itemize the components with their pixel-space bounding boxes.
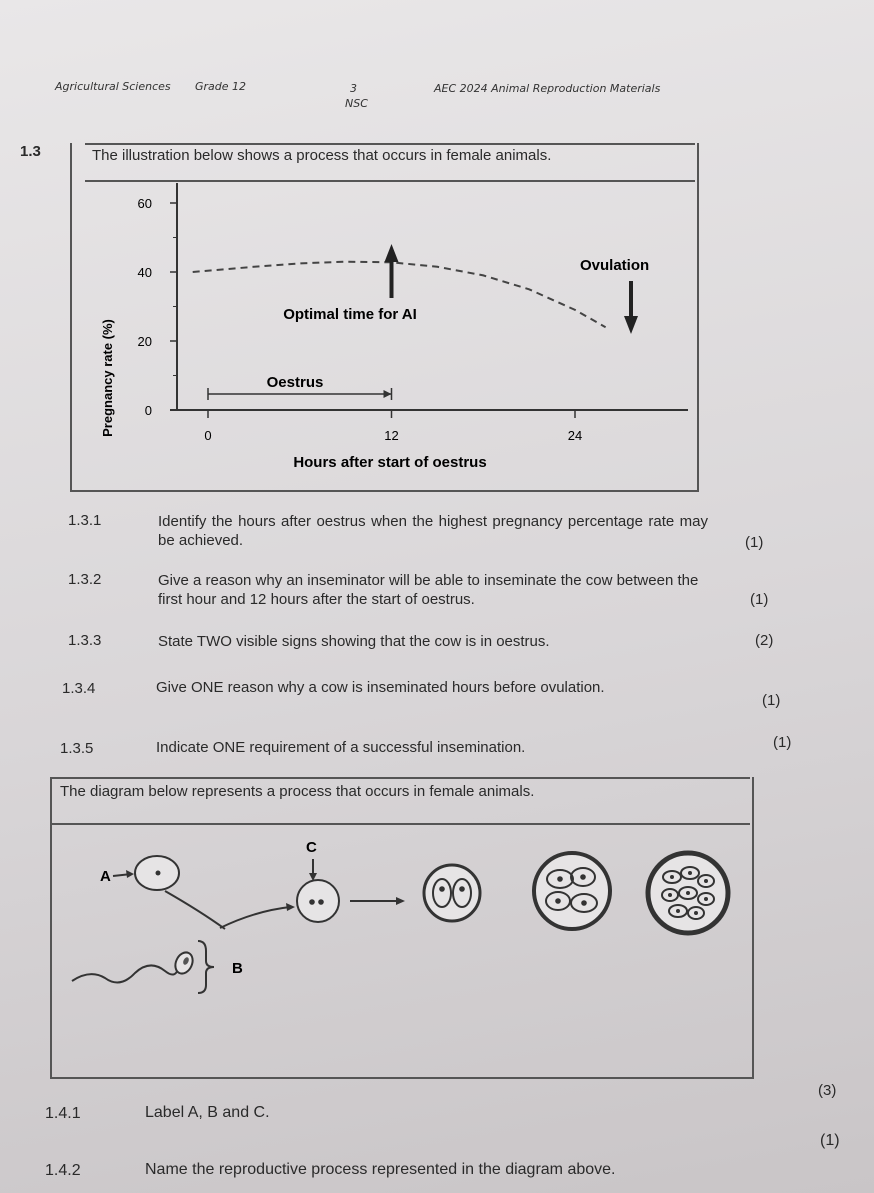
q-1-3-1-number: 1.3.1 xyxy=(68,512,102,529)
q-1-3-1-mark: (1) xyxy=(745,534,764,551)
x-tick-label: 24 xyxy=(567,428,583,443)
zygote-icon xyxy=(297,880,339,922)
pregnancy-rate-chart xyxy=(70,178,695,490)
header-subject: Agricultural Sciences xyxy=(55,80,171,93)
optimal-ai-arrowhead xyxy=(385,244,399,262)
x-axis-label: Hours after start of oestrus xyxy=(293,454,487,471)
q-1-4-2-mark: (1) xyxy=(820,1132,840,1149)
oestrus-range-arrowhead xyxy=(384,390,392,398)
q-1-4-2-text: Name the reproductive process represented in the diagram above. xyxy=(145,1161,616,1178)
ovum-icon xyxy=(135,856,179,890)
ovulation-arrowhead xyxy=(624,316,638,334)
morula-icon xyxy=(648,853,728,933)
question-1-3-number: 1.3 xyxy=(20,143,41,160)
y-tick-label: 20 xyxy=(137,334,152,349)
header-doc-title: AEC 2024 Animal Reproduction Materials xyxy=(434,82,661,95)
x-tick-label: 0 xyxy=(204,428,212,443)
arrow-a-head xyxy=(126,870,134,878)
sperm-path-arrowhead xyxy=(286,903,295,911)
brace-b xyxy=(198,941,214,993)
q-1-4-1-number: 1.4.1 xyxy=(45,1105,81,1122)
question-1-4-intro: The diagram below represents a process that occurs in female animals. xyxy=(60,783,535,800)
q-1-4-1-text: Label A, B and C. xyxy=(145,1104,270,1121)
q-1-4-1-mark: (3) xyxy=(818,1082,837,1099)
q-1-3-4-text: Give ONE reason why a cow is inseminated hours before ovulation. xyxy=(156,679,605,696)
q-1-3-5-text: Indicate ONE requirement of a successful insemination. xyxy=(156,739,526,756)
q-1-3-3-text: State TWO visible signs showing that the cow is in oestrus. xyxy=(158,633,550,650)
y-tick-label: 60 xyxy=(137,196,152,211)
header-grade: Grade 12 xyxy=(195,80,247,93)
four-cell-stage-icon xyxy=(534,853,610,929)
label-c: C xyxy=(306,839,317,856)
x-tick-label: 12 xyxy=(384,428,399,443)
q-1-3-3-mark: (2) xyxy=(755,632,774,649)
annotation-oestrus: Oestrus xyxy=(266,374,324,391)
sperm-path-line xyxy=(220,907,290,928)
label-a: A xyxy=(100,868,111,885)
q-1-3-2-text: Give a reason why an inseminator will be able to inseminate the cow between the first hour and 12 hours after the start of oestrus. xyxy=(158,572,699,608)
q-1-3-5-mark: (1) xyxy=(773,734,792,751)
label-b: B xyxy=(232,960,243,977)
q-1-3-4-mark: (1) xyxy=(762,692,781,709)
q-1-3-2-mark: (1) xyxy=(750,591,769,608)
two-cell-stage-icon xyxy=(424,865,480,921)
q-1-3-5-number: 1.3.5 xyxy=(60,740,94,757)
q-1-3-3-number: 1.3.3 xyxy=(68,632,102,649)
header-page-number: 3 xyxy=(350,82,357,95)
y-axis-label: Pregnancy rate (%) xyxy=(100,319,115,437)
q-1-3-2-number: 1.3.2 xyxy=(68,571,102,588)
q-1-4-2-number: 1.4.2 xyxy=(45,1162,81,1179)
q-1-3-4-number: 1.3.4 xyxy=(62,680,96,697)
sperm-icon xyxy=(72,950,196,983)
fertilization-diagram xyxy=(50,821,750,1077)
annotation-ovulation: Ovulation xyxy=(580,257,650,274)
q-1-3-1-text: Identify the hours after oestrus when the highest pregnancy percentage rate may be achieved. xyxy=(158,513,708,549)
header-nsc: NSC xyxy=(345,97,368,110)
y-tick-label: 0 xyxy=(144,403,152,418)
annotation-optimal-ai: Optimal time for AI xyxy=(283,306,417,323)
y-tick-label: 40 xyxy=(137,265,152,280)
oviduct-line xyxy=(165,891,225,929)
question-1-3-intro: The illustration below shows a process that occurs in female animals. xyxy=(92,147,552,164)
arrow-zygote-head xyxy=(396,897,405,905)
